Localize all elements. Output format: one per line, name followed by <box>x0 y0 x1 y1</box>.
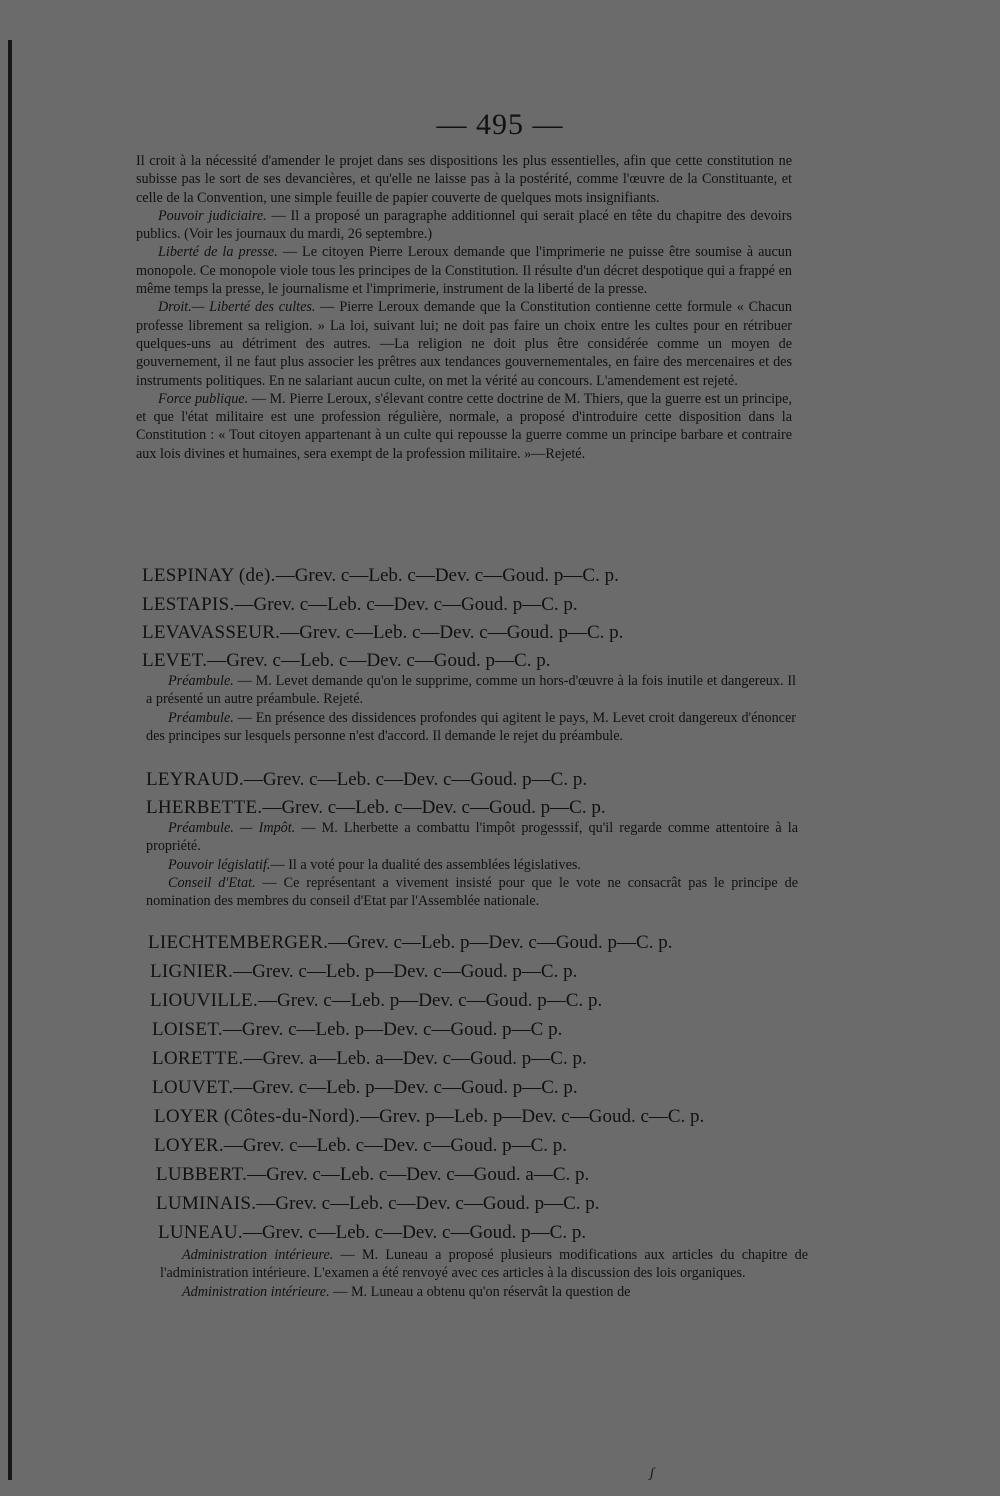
deputy-vote-line: LESTAPIS.—Grev. c—Leb. c—Dev. c—Goud. p—C. p. <box>142 594 578 615</box>
note-paragraph: Droit.— Liberté des cultes. — Pierre Leroux demande que la Constitution contienne cette formule « Chacun professe librement sa religion. » La loi, suivant lui; ne doit pas faire un choix entre les cultes pour en rétribuer quelques-uns au détriment des autres. —La religion ne doit plus être considérée comme un moyen de gouvernement, il ne faut plus associer les prêtres aux tendances gouvernementales, en faire des mercenaires et des instruments politiques. En ne salariant aucun culte, on met la vérité au concours. L'amendement est rejeté. <box>136 299 792 389</box>
note-paragraph: Liberté de la presse. — Le citoyen Pierre Leroux demande que l'imprimerie ne puisse être soumise à aucun monopole. Ce monopole viole tous les principes de la Constitution. Il résulte d'un décret despotique qui a frappé en même temps la presse, le journalisme et l'imprimerie, instrument de la liberté de la presse. <box>136 244 792 298</box>
deputy-vote-line: LOYER (Côtes-du-Nord).—Grev. p—Leb. p—Dev. c—Goud. c—C. p. <box>154 1106 705 1127</box>
intro-block <box>136 152 792 463</box>
binding-edge <box>8 40 12 1480</box>
note-paragraph: Préambule. — Impôt. — M. Lherbette a combattu l'impôt progesssif, qu'il regarde comme attentoire à la propriété. <box>146 820 799 855</box>
signature-mark: ʃ <box>650 1466 655 1481</box>
lherbette-notes <box>146 819 798 910</box>
deputy-vote-line: LIGNIER.—Grev. c—Leb. p—Dev. c—Goud. p—C. p. <box>150 961 578 982</box>
deputy-vote-line: LIOUVILLE.—Grev. c—Leb. p—Dev. c—Goud. p—C. p. <box>150 990 603 1011</box>
deputy-vote-line: LOYER.—Grev. c—Leb. c—Dev. c—Goud. p—C. p. <box>154 1135 568 1156</box>
deputy-vote-line: LEVET.—Grev. c—Leb. c—Dev. c—Goud. p—C. p. <box>142 650 551 671</box>
note-paragraph: Force publique. — M. Pierre Leroux, s'élevant contre cette doctrine de M. Thiers, que la guerre est un principe, et que l'état militaire est une profession régulière, normale, a proposé d'introduire cette disposition dans la Constitution : « Tout citoyen appartenant à un culte qui repousse la guerre comme un principe barbare et contraire aux lois divines et humaines, sera exempt de la profession militaire. »—Rejeté. <box>136 390 792 462</box>
deputy-vote-line: LIECHTEMBERGER.—Grev. c—Leb. p—Dev. c—Goud. p—C. p. <box>148 932 673 953</box>
deputy-vote-line: LORETTE.—Grev. a—Leb. a—Dev. c—Goud. p—C. p. <box>152 1048 587 1069</box>
deputy-vote-line: LUBBERT.—Grev. c—Leb. c—Dev. c—Goud. a—C. p. <box>156 1164 590 1185</box>
deputy-vote-line: LEVAVASSEUR.—Grev. c—Leb. c—Dev. c—Goud. p—C. p. <box>142 622 624 643</box>
deputy-vote-line: LEYRAUD.—Grev. c—Leb. c—Dev. c—Goud. p—C. p. <box>146 769 588 790</box>
deputy-vote-line: LHERBETTE.—Grev. c—Leb. c—Dev. c—Goud. p—C. p. <box>146 797 606 818</box>
deputy-vote-line: LUNEAU.—Grev. c—Leb. c—Dev. c—Goud. p—C. p. <box>158 1222 587 1243</box>
deputy-vote-line: LOISET.—Grev. c—Leb. p—Dev. c—Goud. p—C p. <box>152 1019 563 1040</box>
note-paragraph: Préambule. — En présence des dissidences profondes qui agitent le pays, M. Levet croit dangereux d'énoncer des principes sur lesquels personne n'est d'accord. Il demande le rejet du préambule. <box>146 709 796 744</box>
intro-paragraph: Il croit à la nécessité d'amender le projet dans ses dispositions les plus essentielles, afin que cette constitution ne subisse pas le sort de ses devancières, et qu'elle ne laisse pas à la postérité, comme l'œuvre de la Constituante, et celle de la Convention, une simple feuille de papier couverte de quelques mots insignifiants. <box>136 153 792 206</box>
note-paragraph: Administration intérieure. — M. Luneau a proposé plusieurs modifications aux articles du chapitre de l'administration intérieure. L'examen a été renvoyé avec ces articles à la discussion des lois organiques. <box>160 1247 808 1282</box>
deputy-vote-line: LESPINAY (de).—Grev. c—Leb. c—Dev. c—Goud. p—C. p. <box>142 565 619 586</box>
note-paragraph: Conseil d'Etat. — Ce représentant a vivement insisté pour que le vote ne consacrât pas le principe de nomination des membres du conseil d'Etat par l'Assemblée nationale. <box>146 874 798 910</box>
note-paragraph: Pouvoir législatif.— Il a voté pour la dualité des assemblées législatives. <box>168 856 581 873</box>
deputy-vote-line: LOUVET.—Grev. c—Leb. p—Dev. c—Goud. p—C. p. <box>152 1077 578 1098</box>
luneau-notes <box>160 1246 808 1301</box>
deputy-vote-line: LUMINAIS.—Grev. c—Leb. c—Dev. c—Goud. p—C. p. <box>156 1193 600 1214</box>
levet-notes <box>146 672 796 745</box>
page-number: — 495 — <box>436 108 564 141</box>
note-paragraph: Pouvoir judiciaire. — Il a proposé un paragraphe additionnel qui serait placé en tête du chapitre des devoirs publics. (Voir les journaux du mardi, 26 septembre.) <box>136 207 792 243</box>
note-paragraph: Administration intérieure. — M. Luneau a obtenu qu'on réservât la question de <box>182 1283 631 1300</box>
note-paragraph: Préambule. — M. Levet demande qu'on le supprime, comme un hors-d'œuvre à la fois inutile et dangereux. Il a présenté un autre préambule. Rejeté. <box>146 673 796 708</box>
